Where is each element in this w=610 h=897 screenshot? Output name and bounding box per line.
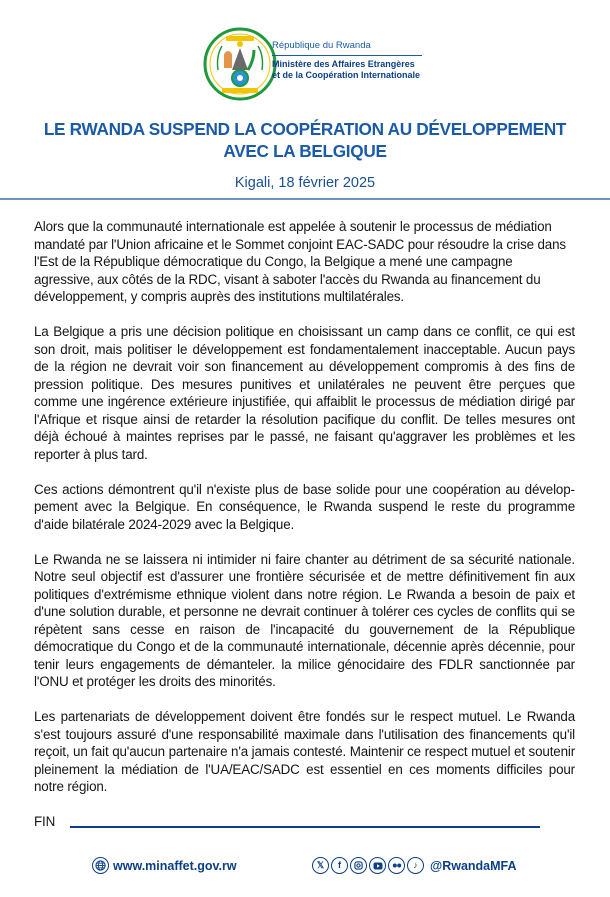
x-icon[interactable]: 𝕏 [312, 857, 329, 874]
youtube-icon[interactable] [369, 857, 386, 874]
paragraph-2: La Belgique a pris une décision politique en choisissant un camp dans ce conflit, ce qui est son droit, mais politiser le développement est fondamentalement inacceptable. Aucun pays de la région ne devrait voir son financement au développement compromis à des fins de pression politique. Des mesures punitives et unilatérales ne peuvent être perçues que comme une ingérence extérieure injustifiée, qui affaiblit le processus de médiation dirigé par l'Afrique et risque ainsi de retarder la résolution pacifique du conflit. De telles mesures ont déjà échoué à maintes reprises par le passé, ne faisant qu'aggraver les problèmes et les reporter à plus tard. [34, 324, 575, 462]
paragraph-1: Alors que la communauté internationale est appelée à soutenir le processus de médiation mandaté par l'Union africaine et le Sommet conjoint EAC-SADC pour résoudre la crise dans l'Est de la République démocratique du Congo, la Belgique a mené une campagne agressive, aux côtés de la RDC, visant à saboter l'accès du Rwanda au financement du développement, y compris auprès des institutions multilatérales. [34, 219, 566, 304]
tiktok-icon[interactable]: ♪ [407, 857, 424, 874]
flickr-icon[interactable] [388, 857, 405, 874]
website-link[interactable] [92, 857, 237, 874]
paragraph-4: Le Rwanda ne se laissera ni intimider ni faire chanter au détriment de sa sécurité nationale. Notre seul objectif est d'assurer une frontière sécurisée et de mettre définitivement fin aux politiques d'extrémisme ethnique violent dans notre région. Le Rwanda a besoin de paix et d'une solution durable, et personne ne devrait continuer à tolérer ces cycles de conflits qui se répètent sans cesse en raison de l'incapacité du gouvernement de la République démocratique du Congo et de la communauté internationale, décennie après décennie, pour tenir leurs engagements de démanteler. la milice génocidaire des FDLR sanctionnée par l'ONU et protéger les droits des minorités. [34, 551, 575, 689]
title-line-1: LE RWANDA SUSPEND LA COOPÉRATION AU DÉVELOPPEMENT [43, 119, 567, 139]
instagram-icon[interactable] [350, 857, 367, 874]
paragraph-3: Ces actions démontrent qu'il n'existe plus de base solide pour une coopération au développement avec la Belgique. En conséquence, le Rwanda suspend le reste du programme d'aide bilatérale 2024-2029 avec la Belgique. [34, 481, 575, 532]
header-divider [0, 198, 610, 200]
country-name: République du Rwanda [272, 40, 422, 56]
rwanda-coat-of-arms-icon [202, 26, 278, 102]
ministry-name-line-2: et de la Coopération Internationale [272, 70, 421, 80]
social-handle[interactable]: @RwandaMFA [430, 858, 517, 873]
press-release-body [34, 218, 575, 848]
ministry-name [272, 59, 432, 81]
facebook-icon[interactable]: f [331, 857, 348, 874]
ministry-name-line-1: Ministère des Affaires Etrangères [272, 59, 415, 69]
ministry-name-block [272, 40, 432, 81]
paragraph-5: Les partenariats de développement doivent être fondés sur le respect mutuel. Le Rwanda s'est toujours assuré d'une responsabilité maximale dans l'utilisation des financements qu'il reçoit, un fait qu'aucun partenaire n'a jamais contesté. Maintenir ce respect mutuel et soutenir pleinement la médiation de l'UA/EAC/SADC est essentiel en ces moments difficiles pour notre région. [34, 709, 575, 794]
footer-divider [70, 826, 540, 828]
letterhead [0, 0, 610, 110]
footer [0, 855, 610, 879]
dateline: Kigali, 18 février 2025 [234, 175, 376, 191]
globe-icon [92, 857, 109, 874]
title-line-2: AVEC LA BELGIQUE [223, 141, 387, 161]
social-links [312, 857, 517, 874]
closing-mark: FIN [34, 814, 56, 829]
press-release-title [0, 118, 610, 162]
website-url: www.minaffet.gov.rw [113, 858, 237, 873]
